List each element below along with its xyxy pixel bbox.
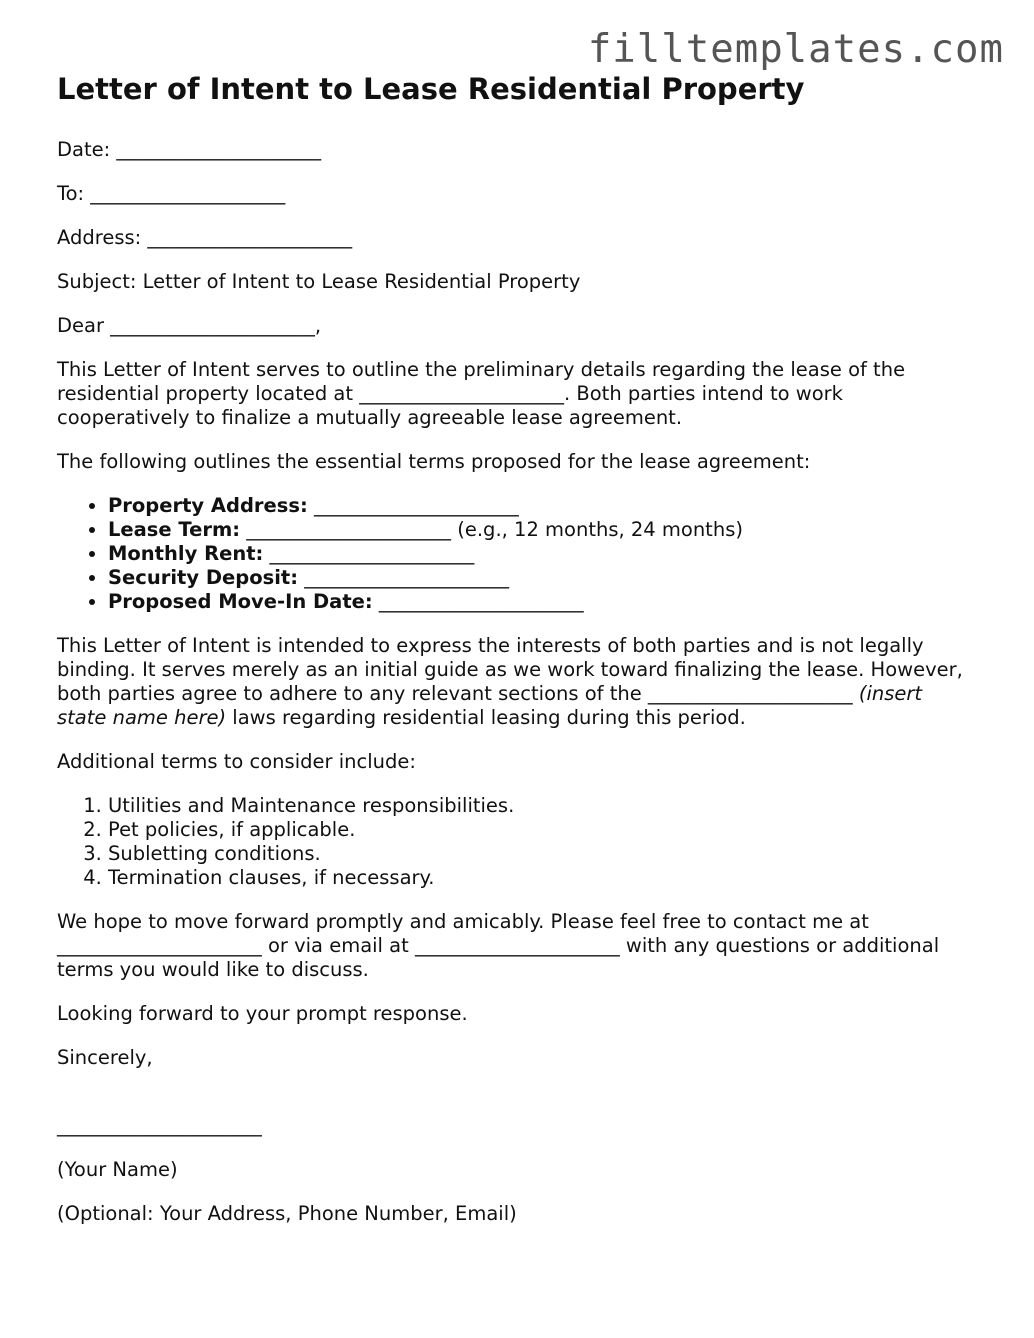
optional-contact-line: (Optional: Your Address, Phone Number, Email) [57,1202,517,1225]
sincerely: Sincerely, [57,1046,153,1069]
additional-terms-list [57,794,967,890]
your-name: (Your Name) [57,1158,178,1181]
to-line: To: ____________________ [57,182,286,205]
term-item-security-deposit [108,566,967,590]
term-value: _____________________ [263,542,475,565]
term-item-monthly-rent [108,542,967,566]
term-label: Security Deposit: [108,566,299,589]
salutation: Dear _____________________, [57,314,322,337]
term-label: Property Address: [108,494,308,517]
address-line: Address: _____________________ [57,226,353,249]
term-value: _____________________ [307,494,519,517]
date-line: Date: _____________________ [57,138,322,161]
watermark: filltemplates.com [587,27,1004,72]
term-value: _____________________ [298,566,509,589]
term-label: Monthly Rent: [108,542,264,565]
closing-line: Looking forward to your prompt response. [57,1002,468,1025]
term-value: _____________________ [372,590,584,613]
term-item-move-in-date [108,590,967,614]
contact-paragraph: We hope to move forward promptly and amicably. Please feel free to contact me at _____________________ or via email at _____________________ with any questions or additional terms you would like to discuss. [57,910,940,981]
term-item-property-address [108,494,967,518]
terms-list [57,494,967,614]
additional-term-item: 4. Termination clauses, if necessary. [108,866,967,890]
term-value: _____________________ (e.g., 12 months, 24 months) [240,518,743,541]
term-item-lease-term [108,518,967,542]
binding-text-before: This Letter of Intent is intended to express the interests of both parties and is not legally binding. It serves merely as an initial guide as we work toward finalizing the lease. However, both parties agree to adhere to any relevant sections of the _____________________ [57,634,963,705]
additional-terms-intro: Additional terms to consider include: [57,750,416,773]
document-title: Letter of Intent to Lease Residential Property [57,72,805,106]
signature-line: _____________________ [57,1114,262,1137]
state-name-hint: (insert state name here) [57,682,923,729]
intro-paragraph: This Letter of Intent serves to outline the preliminary details regarding the lease of the residential property located at _____________________. Both parties intend to work cooperatively to finalize a mutually agreeable lease agreement. [57,358,906,429]
additional-term-item: 1. Utilities and Maintenance responsibilities. [108,794,967,818]
additional-term-item: 3. Subletting conditions. [108,842,967,866]
binding-paragraph [57,634,967,730]
term-label: Proposed Move-In Date: [108,590,373,613]
additional-term-item: 2. Pet policies, if applicable. [108,818,967,842]
subject-line: Subject: Letter of Intent to Lease Residential Property [57,270,581,293]
term-label: Lease Term: [108,518,241,541]
terms-intro: The following outlines the essential terms proposed for the lease agreement: [57,450,811,473]
binding-text-after: laws regarding residential leasing during this period. [226,706,746,729]
letter-document [57,70,967,1246]
